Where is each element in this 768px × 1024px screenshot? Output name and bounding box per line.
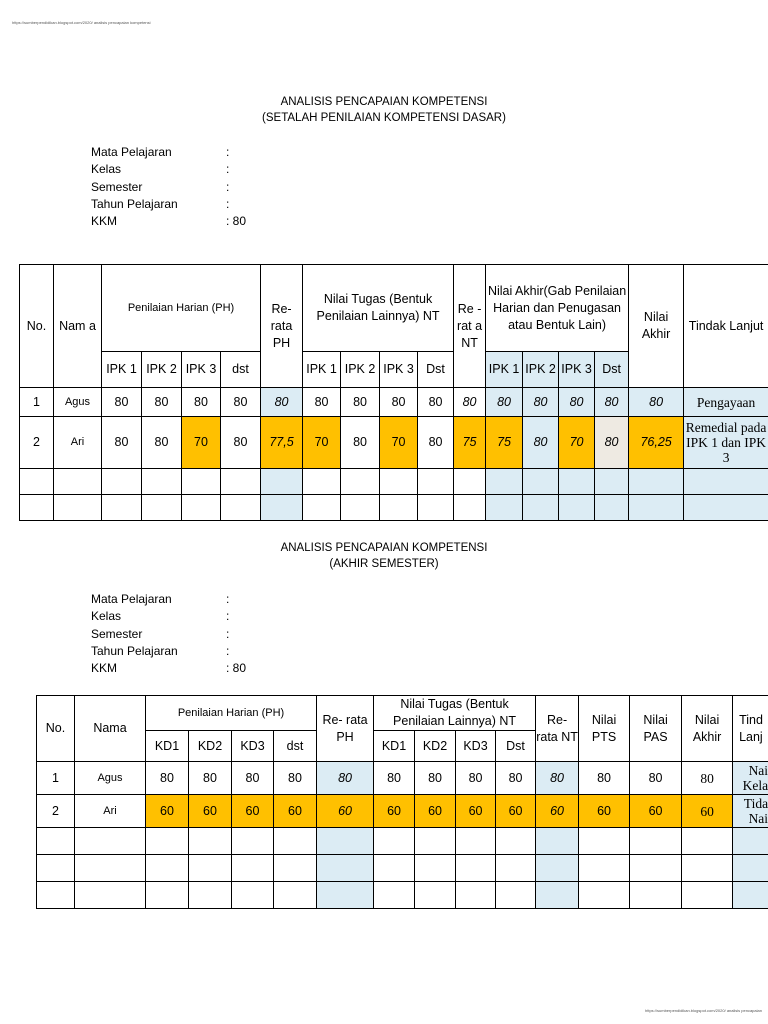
subheader-nt: KD3 [456, 731, 496, 762]
empty-cell [523, 469, 559, 495]
empty-cell [75, 855, 146, 882]
empty-cell [37, 855, 75, 882]
meta-value: : [226, 626, 230, 641]
empty-cell [579, 882, 630, 909]
meta-label: Kelas [91, 162, 122, 177]
subheader-ph: dst [221, 352, 261, 388]
empty-cell [733, 882, 768, 909]
cell-pts: 60 [579, 795, 630, 828]
cell-no: 1 [37, 762, 75, 795]
empty-cell [374, 882, 415, 909]
header-nt: Nilai Tugas (Bentuk Penilaian Lainnya) NT [303, 265, 454, 352]
empty-cell [341, 469, 380, 495]
empty-cell [54, 469, 102, 495]
empty-cell [415, 882, 456, 909]
cell-tindak-lanjut: Nai Kela [733, 762, 768, 795]
cell-ph: 80 [274, 762, 317, 795]
subheader-ph: IPK 2 [142, 352, 182, 388]
empty-cell [317, 855, 374, 882]
header-rerata-ph: Re- rata PH [317, 696, 374, 762]
cell-ph: 80 [142, 417, 182, 469]
table-row-empty [20, 495, 768, 521]
meta-row-kkm [91, 213, 246, 230]
section2-header-row [37, 696, 768, 731]
empty-cell [142, 469, 182, 495]
empty-cell [75, 882, 146, 909]
meta-value: : [226, 162, 230, 177]
empty-cell [189, 828, 232, 855]
cell-ph: 80 [221, 388, 261, 417]
meta-row-kelas [91, 608, 246, 625]
empty-cell [380, 495, 418, 521]
cell-gab: 70 [559, 417, 595, 469]
empty-cell [496, 882, 536, 909]
empty-cell [629, 469, 684, 495]
subheader-ph: IPK 3 [182, 352, 221, 388]
header-nilai-akhir: Nilai Akhir [629, 265, 684, 388]
empty-cell [102, 469, 142, 495]
empty-cell [261, 469, 303, 495]
cell-ph: 80 [142, 388, 182, 417]
table-row-empty [37, 828, 768, 855]
empty-cell [232, 828, 274, 855]
subheader-nt: KD2 [415, 731, 456, 762]
cell-nt: 80 [415, 762, 456, 795]
empty-cell [536, 855, 579, 882]
cell-nt: 80 [374, 762, 415, 795]
empty-cell [684, 495, 768, 521]
empty-cell [182, 495, 221, 521]
meta-row-mapel [91, 144, 246, 161]
empty-cell [142, 495, 182, 521]
meta-value: : [226, 609, 230, 624]
meta-row-kelas [91, 161, 246, 178]
meta-row-semester [91, 626, 246, 643]
cell-pas: 60 [630, 795, 682, 828]
table-row-empty [20, 469, 768, 495]
empty-cell [682, 828, 733, 855]
empty-cell [54, 495, 102, 521]
cell-ph: 60 [189, 795, 232, 828]
header-pts: Nilai PTS [579, 696, 630, 762]
subheader-gab: IPK 2 [523, 352, 559, 388]
section2-title [0, 540, 768, 572]
header-akhir-gab: Nilai Akhir(Gab Penilaian Harian dan Penugasan atau Bentuk Lain) [486, 265, 629, 352]
cell-no: 2 [37, 795, 75, 828]
header-ph: Penilaian Harian (PH) [146, 696, 317, 731]
cell-nt: 80 [341, 417, 380, 469]
meta-row-semester [91, 179, 246, 196]
cell-nama: Ari [54, 417, 102, 469]
section1-title-line1: ANALISIS PENCAPAIAN KOMPETENSI [280, 96, 488, 108]
cell-rerata-nt: 75 [454, 417, 486, 469]
cell-tindak-lanjut: Tida Nai [733, 795, 768, 828]
meta-label: Semester [91, 626, 143, 641]
subheader-gab: IPK 3 [559, 352, 595, 388]
empty-cell [454, 495, 486, 521]
empty-cell [189, 855, 232, 882]
empty-cell [579, 828, 630, 855]
header-rerata-nt: Re- rata NT [536, 696, 579, 762]
empty-cell [20, 469, 54, 495]
cell-rerata-ph: 80 [317, 762, 374, 795]
section1-title [0, 94, 768, 126]
table-row [20, 388, 768, 417]
cell-nt: 60 [415, 795, 456, 828]
watermark-bottom: https://sumberpendidikan.blogspot.com/2020/ analisis pencapaian [645, 1008, 762, 1013]
subheader-nt: IPK 2 [341, 352, 380, 388]
empty-cell [629, 495, 684, 521]
cell-ph: 80 [182, 388, 221, 417]
cell-rerata-ph: 77,5 [261, 417, 303, 469]
cell-nt: 80 [418, 417, 454, 469]
empty-cell [454, 469, 486, 495]
cell-gab: 80 [523, 417, 559, 469]
cell-pas: 80 [630, 762, 682, 795]
meta-value: : [226, 196, 230, 211]
empty-cell [146, 882, 189, 909]
empty-cell [595, 495, 629, 521]
header-nama: Nam a [54, 265, 102, 388]
cell-ph: 60 [232, 795, 274, 828]
header-tindak-lanjut: Tindak Lanjut [684, 265, 768, 388]
cell-gab: 80 [523, 388, 559, 417]
empty-cell [536, 828, 579, 855]
cell-no: 1 [20, 388, 54, 417]
empty-cell [630, 882, 682, 909]
section1-header-row [20, 265, 768, 352]
section1-table [19, 264, 768, 521]
cell-nt: 60 [496, 795, 536, 828]
empty-cell [630, 855, 682, 882]
table-row-empty [37, 855, 768, 882]
meta-value: : 80 [226, 661, 247, 676]
cell-nilai-akhir: 76,25 [629, 417, 684, 469]
cell-nt: 80 [380, 388, 418, 417]
subheader-ph: KD2 [189, 731, 232, 762]
empty-cell [303, 495, 341, 521]
subheader-nt: KD1 [374, 731, 415, 762]
empty-cell [595, 469, 629, 495]
section2-title-line1: ANALISIS PENCAPAIAN KOMPETENSI [280, 542, 488, 554]
cell-tindak-lanjut: Pengayaan [684, 388, 768, 417]
cell-ph: 80 [102, 388, 142, 417]
subheader-gab: Dst [595, 352, 629, 388]
empty-cell [37, 828, 75, 855]
meta-row-kkm [91, 660, 246, 677]
meta-label: KKM [91, 661, 118, 676]
subheader-ph: KD1 [146, 731, 189, 762]
cell-gab: 80 [595, 388, 629, 417]
empty-cell [456, 828, 496, 855]
cell-nama: Ari [75, 795, 146, 828]
meta-label: Mata Pelajaran [91, 592, 172, 606]
empty-cell [274, 828, 317, 855]
cell-nt: 80 [456, 762, 496, 795]
table-row-empty [37, 882, 768, 909]
cell-rerata-nt: 60 [536, 795, 579, 828]
header-nilai-akhir: Nilai Akhir [682, 696, 733, 762]
subheader-ph: IPK 1 [102, 352, 142, 388]
cell-ph: 80 [102, 417, 142, 469]
empty-cell [486, 469, 523, 495]
header-rerata-nt: Re - rat a NT [454, 265, 486, 388]
cell-nt: 80 [418, 388, 454, 417]
empty-cell [418, 495, 454, 521]
subheader-nt: IPK 1 [303, 352, 341, 388]
section2-meta [91, 591, 246, 677]
cell-nt: 70 [380, 417, 418, 469]
header-nama: Nama [75, 696, 146, 762]
header-no: No. [37, 696, 75, 762]
empty-cell [146, 828, 189, 855]
cell-gab: 80 [559, 388, 595, 417]
cell-ph: 80 [232, 762, 274, 795]
cell-ph: 80 [221, 417, 261, 469]
subheader-nt: Dst [496, 731, 536, 762]
empty-cell [274, 882, 317, 909]
cell-nt: 80 [303, 388, 341, 417]
empty-cell [221, 469, 261, 495]
meta-value: : 80 [226, 214, 247, 229]
empty-cell [317, 882, 374, 909]
cell-gab: 80 [595, 417, 629, 469]
watermark-top: https://sumberpendidikan.blogspot.com/2020/ analisis pencapaian kompetensi [12, 20, 151, 25]
meta-label: Semester [91, 179, 143, 194]
cell-nt: 70 [303, 417, 341, 469]
empty-cell [274, 855, 317, 882]
cell-ph: 70 [182, 417, 221, 469]
table-row [20, 417, 768, 469]
section2-table [36, 695, 768, 909]
empty-cell [536, 882, 579, 909]
cell-pts: 80 [579, 762, 630, 795]
cell-rerata-ph: 80 [261, 388, 303, 417]
empty-cell [682, 855, 733, 882]
empty-cell [317, 828, 374, 855]
meta-label: Tahun Pelajaran [91, 196, 178, 211]
meta-label: Kelas [91, 609, 122, 624]
empty-cell [20, 495, 54, 521]
cell-rerata-nt: 80 [536, 762, 579, 795]
meta-value: : [226, 592, 230, 606]
empty-cell [182, 469, 221, 495]
empty-cell [523, 495, 559, 521]
cell-ph: 60 [146, 795, 189, 828]
header-tindak-lanjut: Tind Lanj [733, 696, 768, 762]
empty-cell [559, 469, 595, 495]
table-row [37, 762, 768, 795]
subheader-nt: Dst [418, 352, 454, 388]
meta-label: Tahun Pelajaran [91, 643, 178, 658]
empty-cell [303, 469, 341, 495]
empty-cell [630, 828, 682, 855]
empty-cell [232, 855, 274, 882]
meta-value: : [226, 145, 230, 159]
empty-cell [146, 855, 189, 882]
empty-cell [380, 469, 418, 495]
subheader-gab: IPK 1 [486, 352, 523, 388]
cell-rerata-ph: 60 [317, 795, 374, 828]
empty-cell [75, 828, 146, 855]
empty-cell [559, 495, 595, 521]
empty-cell [486, 495, 523, 521]
meta-value: : [226, 643, 230, 658]
cell-nama: Agus [75, 762, 146, 795]
empty-cell [374, 855, 415, 882]
empty-cell [221, 495, 261, 521]
empty-cell [341, 495, 380, 521]
section2-title-line2: (AKHIR SEMESTER) [329, 558, 439, 570]
header-rerata-ph: Re- rata PH [261, 265, 303, 388]
empty-cell [232, 882, 274, 909]
empty-cell [415, 855, 456, 882]
empty-cell [261, 495, 303, 521]
empty-cell [102, 495, 142, 521]
subheader-ph: dst [274, 731, 317, 762]
cell-rerata-nt: 80 [454, 388, 486, 417]
cell-nilai-akhir: 80 [682, 762, 733, 795]
cell-ph: 80 [146, 762, 189, 795]
cell-no: 2 [20, 417, 54, 469]
empty-cell [374, 828, 415, 855]
empty-cell [37, 882, 75, 909]
header-no: No. [20, 265, 54, 388]
meta-label: Mata Pelajaran [91, 145, 172, 159]
header-pas: Nilai PAS [630, 696, 682, 762]
cell-nt: 60 [374, 795, 415, 828]
cell-nilai-akhir: 60 [682, 795, 733, 828]
meta-value: : [226, 179, 230, 194]
cell-nt: 80 [496, 762, 536, 795]
cell-tindak-lanjut: Remedial pada IPK 1 dan IPK 3 [684, 417, 768, 469]
meta-label: KKM [91, 214, 118, 229]
meta-row-tahun [91, 196, 246, 213]
empty-cell [496, 855, 536, 882]
empty-cell [189, 882, 232, 909]
empty-cell [579, 855, 630, 882]
empty-cell [682, 882, 733, 909]
empty-cell [733, 855, 768, 882]
cell-ph: 60 [274, 795, 317, 828]
empty-cell [496, 828, 536, 855]
header-nt: Nilai Tugas (Bentuk Penilaian Lainnya) NT [374, 696, 536, 731]
empty-cell [456, 882, 496, 909]
section1-meta [91, 144, 246, 230]
header-ph: Penilaian Harian (PH) [102, 265, 261, 352]
cell-gab: 80 [486, 388, 523, 417]
cell-nilai-akhir: 80 [629, 388, 684, 417]
meta-row-tahun [91, 643, 246, 660]
empty-cell [456, 855, 496, 882]
cell-nt: 80 [341, 388, 380, 417]
section1-title-line2: (SETALAH PENILAIAN KOMPETENSI DASAR) [262, 112, 506, 124]
empty-cell [415, 828, 456, 855]
cell-ph: 80 [189, 762, 232, 795]
table-row [37, 795, 768, 828]
subheader-nt: IPK 3 [380, 352, 418, 388]
subheader-ph: KD3 [232, 731, 274, 762]
empty-cell [418, 469, 454, 495]
cell-nama: Agus [54, 388, 102, 417]
cell-gab: 75 [486, 417, 523, 469]
cell-nt: 60 [456, 795, 496, 828]
meta-row-mapel [91, 591, 246, 608]
empty-cell [684, 469, 768, 495]
empty-cell [733, 828, 768, 855]
